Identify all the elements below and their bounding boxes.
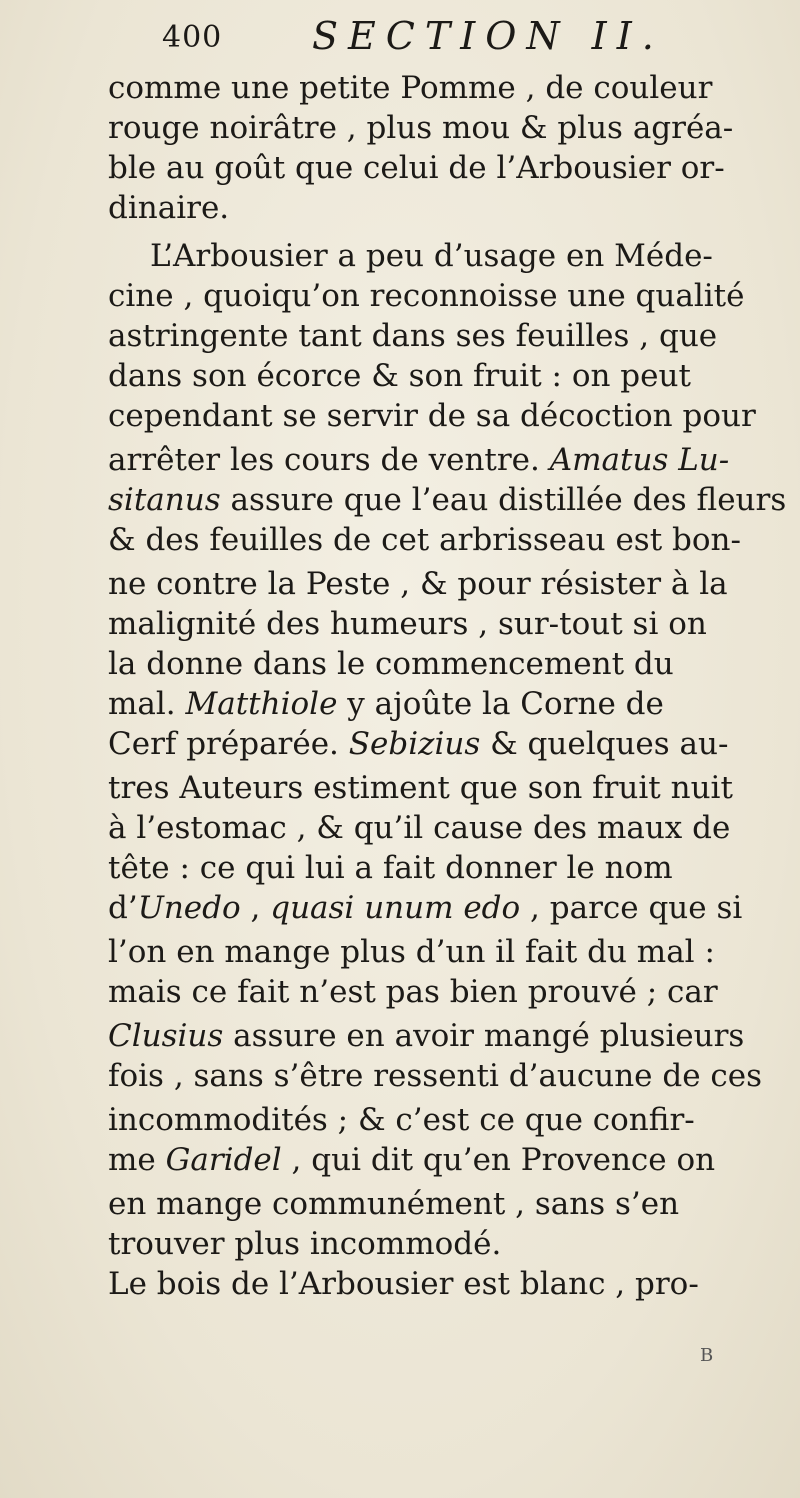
- text-segment: tres Auteurs estiment que son fruit nuit: [108, 770, 733, 806]
- text-segment: incommodités ; & c’est ce que confir-: [108, 1102, 695, 1138]
- text-segment: L’Arbousier a peu d’usage en Méde-: [150, 238, 713, 274]
- text-line: [108, 316, 788, 356]
- text-segment: & des feuilles de cet arbrisseau est bon-: [108, 522, 741, 558]
- text-line: [108, 1056, 788, 1096]
- text-segment: cine , quoiqu’on reconnoisse une qualité: [108, 278, 745, 314]
- text-line: [108, 480, 788, 520]
- text-line: [108, 848, 788, 888]
- italic-name: sitanus: [108, 482, 221, 518]
- text-line: [108, 236, 800, 276]
- text-line: [108, 1016, 788, 1056]
- text-segment: malignité des humeurs , sur-tout si on: [108, 606, 707, 642]
- text-segment: & quelques au-: [480, 726, 729, 762]
- text-line: [108, 564, 788, 604]
- text-line: [108, 1264, 788, 1304]
- text-segment: arrêter les cours de ventre.: [108, 442, 550, 478]
- italic-name: Matthiole: [185, 686, 338, 722]
- text-segment: me: [108, 1142, 166, 1178]
- text-line: [108, 724, 788, 764]
- text-segment: cependant se servir de sa décoction pour: [108, 398, 756, 434]
- text-segment: assure en avoir mangé plusieurs: [223, 1018, 745, 1054]
- text-segment: assure que l’eau distillée des fleurs: [220, 482, 787, 518]
- text-segment: Cerf préparée.: [108, 726, 349, 762]
- text-line: [108, 440, 788, 480]
- text-line: [108, 932, 788, 972]
- text-line: [108, 604, 788, 644]
- text-line: [108, 808, 788, 848]
- text-segment: comme une petite Pomme , de couleur: [108, 70, 713, 106]
- text-line: [108, 972, 788, 1012]
- text-segment: dans son écorce & son fruit : on peut: [108, 358, 691, 394]
- text-segment: y ajoûte la Corne de: [337, 686, 664, 722]
- italic-name: Sebizius: [348, 726, 481, 762]
- text-line: [108, 68, 788, 108]
- text-segment: Le bois de l’Arbousier est blanc , pro-: [108, 1266, 699, 1302]
- text-segment: ne contre la Peste , & pour résister à la: [108, 566, 728, 602]
- text-line: [108, 1184, 788, 1224]
- text-segment: tête : ce qui lui a fait donner le nom: [108, 850, 673, 886]
- text-line: [108, 188, 788, 228]
- text-segment: fois , sans s’être ressenti d’aucune de ces: [108, 1058, 763, 1094]
- text-line: [108, 1140, 788, 1180]
- italic-name: Clusius: [108, 1018, 224, 1054]
- running-head: [162, 14, 782, 70]
- text-segment: , qui dit qu’en Provence on: [281, 1142, 716, 1178]
- text-line: [108, 1224, 788, 1264]
- text-line: [108, 108, 788, 148]
- text-segment: , parce que si: [520, 890, 743, 926]
- text-line: [108, 520, 788, 560]
- text-line: [108, 1100, 788, 1140]
- signature-mark: B: [700, 1345, 714, 1366]
- text-segment: dinaire.: [108, 190, 230, 226]
- text-segment: astringente tant dans ses feuilles , que: [108, 318, 718, 354]
- text-segment: à l’estomac , & qu’il cause des maux de: [108, 810, 731, 846]
- text-segment: la donne dans le commencement du: [108, 646, 674, 682]
- text-line: [108, 396, 788, 436]
- text-line: [108, 644, 788, 684]
- text-line: [108, 768, 788, 808]
- text-line: [108, 148, 788, 188]
- text-segment: rouge noirâtre , plus mou & plus agréa-: [108, 110, 734, 146]
- text-segment: mal.: [108, 686, 186, 722]
- text-segment: d’: [108, 890, 138, 926]
- text-segment: mais ce fait n’est pas bien prouvé ; car: [108, 974, 718, 1010]
- italic-name: Unedo: [137, 890, 241, 926]
- text-line: [108, 888, 788, 928]
- text-line: [108, 684, 788, 724]
- text-segment: en mange communément , sans s’en: [108, 1186, 680, 1222]
- text-segment: ,: [240, 890, 271, 926]
- italic-name: Garidel: [165, 1142, 282, 1178]
- text-line: [108, 276, 788, 316]
- italic-name: quasi unum edo: [270, 890, 521, 926]
- text-segment: l’on en mange plus d’un il fait du mal :: [108, 934, 715, 970]
- text-segment: ble au goût que celui de l’Arbousier or-: [108, 150, 725, 186]
- text-segment: trouver plus incommodé.: [108, 1226, 502, 1262]
- section-title: SECTION II.: [312, 14, 664, 58]
- italic-name: Amatus Lu-: [549, 442, 730, 478]
- page-number: 400: [162, 20, 223, 55]
- text-line: [108, 356, 788, 396]
